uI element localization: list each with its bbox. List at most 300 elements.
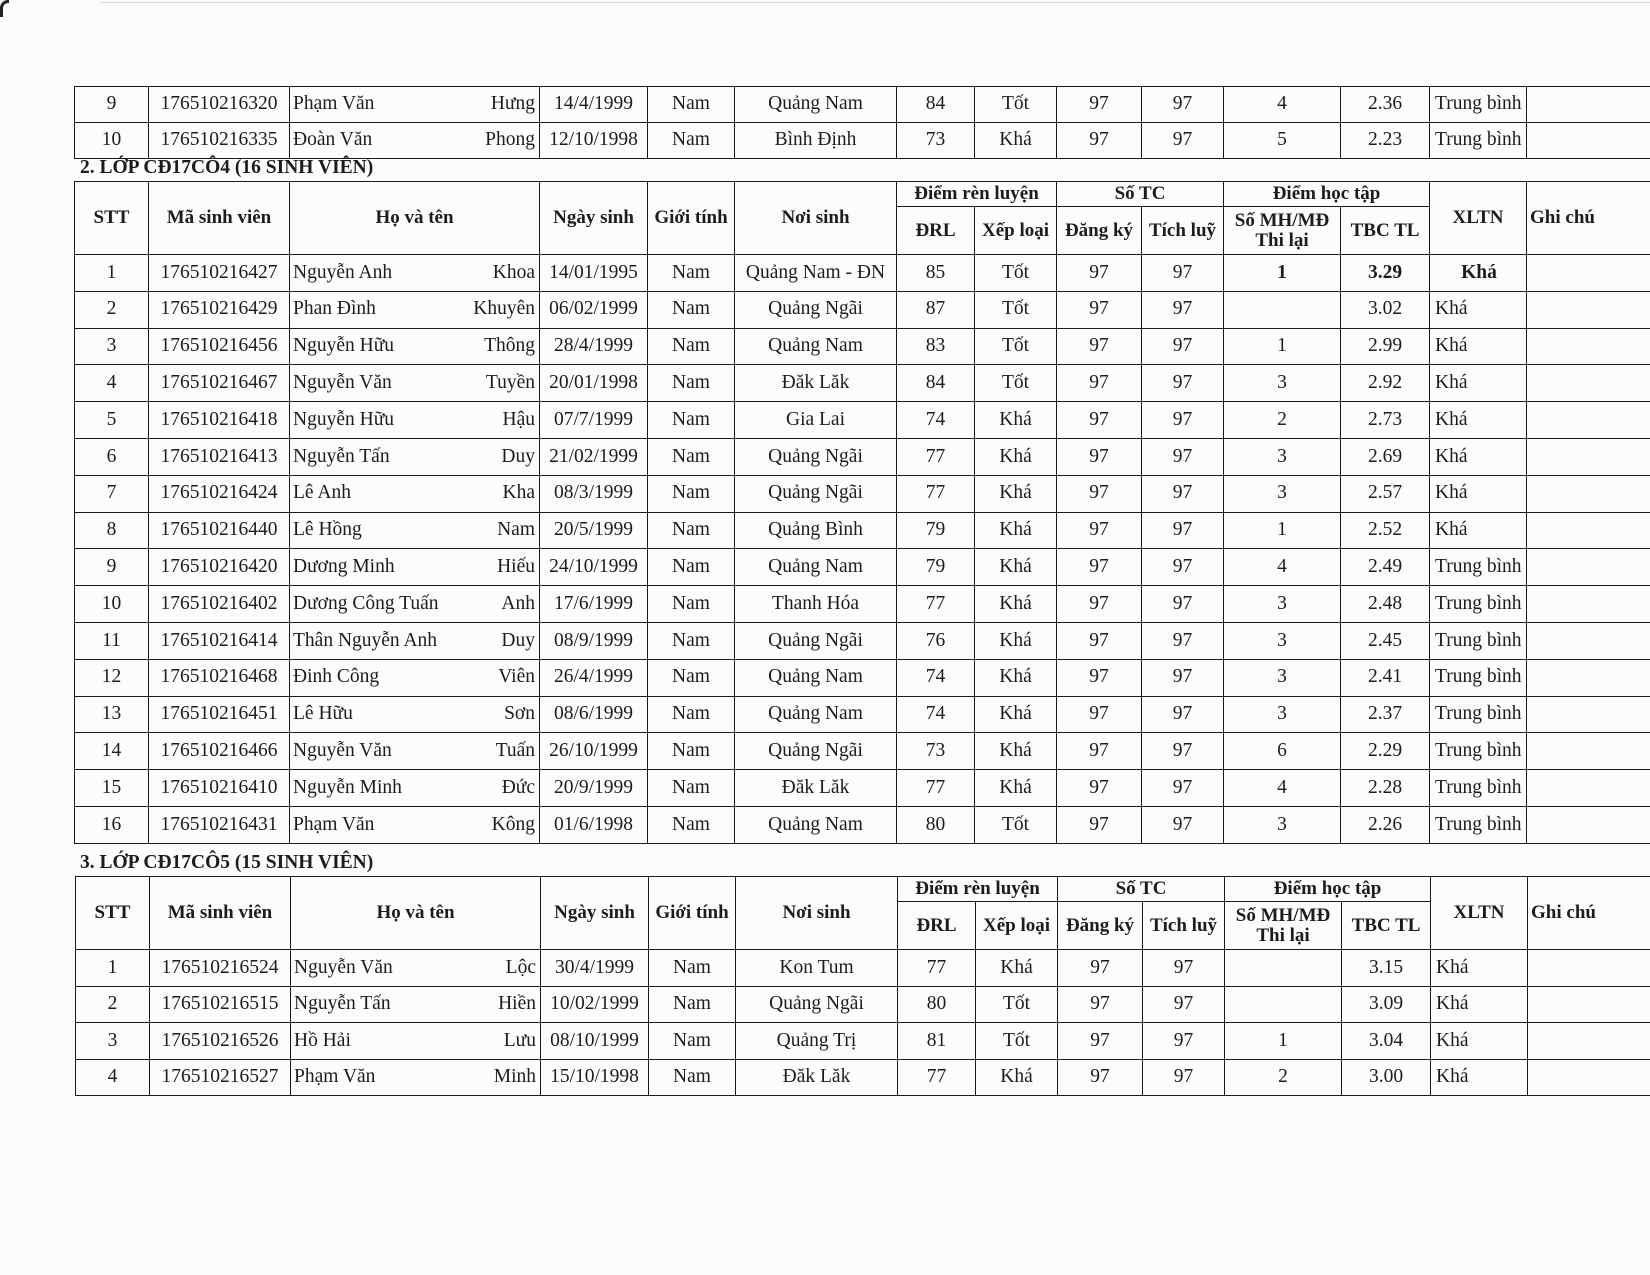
cell-full-name	[290, 549, 540, 586]
table-row	[75, 659, 1650, 696]
cell-graduation-rank: Khá	[1431, 950, 1528, 987]
cell-retake-count: 4	[1224, 87, 1341, 123]
header-diem-hoc-tap: Điểm học tập	[1224, 182, 1430, 207]
header-dang-ky: Đăng ký	[1058, 902, 1143, 950]
cell-drl-score: 85	[897, 255, 975, 292]
cell-given-name: Minh	[493, 1066, 536, 1088]
cell-student-id: 176510216527	[150, 1059, 291, 1096]
header-xep-loai: Xếp loại	[975, 207, 1057, 255]
cell-credits-registered: 97	[1057, 87, 1142, 123]
cell-graduation-rank: Khá	[1430, 291, 1527, 328]
cell-date-of-birth: 08/9/1999	[540, 622, 648, 659]
cell-stt: 1	[75, 255, 149, 292]
cell-birthplace: Quảng Bình	[735, 512, 897, 549]
header-tbc-tl: TBC TL	[1341, 207, 1430, 255]
cell-given-name: Sơn	[504, 703, 535, 725]
table-row	[75, 622, 1650, 659]
cell-stt: 7	[75, 475, 149, 512]
cell-student-id: 176510216466	[149, 733, 290, 770]
cell-credits-registered: 97	[1058, 1059, 1143, 1096]
cell-graduation-rank: Trung bình	[1430, 87, 1527, 123]
cell-retake-count: 2	[1224, 402, 1341, 439]
cell-full-name	[290, 87, 540, 123]
cell-given-name: Khoa	[492, 261, 535, 283]
cell-credits-registered: 97	[1057, 733, 1142, 770]
header-tbc-tl: TBC TL	[1342, 902, 1431, 950]
cell-stt: 4	[75, 365, 149, 402]
class-2-header	[75, 182, 1650, 255]
cell-retake-count	[1225, 950, 1342, 987]
header-diem-ren-luyen: Điểm rèn luyện	[897, 182, 1057, 207]
class-2-title: 2. LỚP CĐ17CÔ4 (16 SINH VIÊN)	[80, 157, 374, 178]
header-so-tc: Số TC	[1057, 182, 1224, 207]
cell-given-name: Khuyên	[473, 298, 535, 320]
cell-date-of-birth: 14/4/1999	[540, 87, 648, 123]
cell-drl-score: 73	[897, 123, 975, 159]
cell-drl-score: 77	[897, 438, 975, 475]
class-1-rows	[75, 87, 1650, 159]
cell-birthplace: Quảng Nam	[735, 696, 897, 733]
cell-gpa: 2.41	[1341, 659, 1430, 696]
header-so-mh-line2: Thi lại	[1256, 924, 1310, 946]
class-2-table	[74, 181, 1650, 844]
cell-conduct-rank: Khá	[975, 512, 1057, 549]
cell-credits-accumulated: 97	[1142, 402, 1224, 439]
cell-date-of-birth: 26/4/1999	[540, 659, 648, 696]
cell-note	[1527, 512, 1650, 549]
cell-credits-accumulated: 97	[1142, 586, 1224, 623]
cell-retake-count: 1	[1224, 512, 1341, 549]
cell-gpa: 2.99	[1341, 328, 1430, 365]
table-row	[75, 696, 1650, 733]
cell-retake-count: 1	[1224, 255, 1341, 292]
cell-gpa: 2.29	[1341, 733, 1430, 770]
cell-credits-registered: 97	[1057, 512, 1142, 549]
cell-given-name: Hiếu	[497, 556, 535, 578]
header-noi-sinh: Nơi sinh	[735, 182, 897, 255]
cell-credits-accumulated: 97	[1142, 87, 1224, 123]
cell-credits-accumulated: 97	[1142, 806, 1224, 843]
cell-date-of-birth: 08/3/1999	[540, 475, 648, 512]
cell-note	[1527, 770, 1650, 807]
cell-note	[1527, 586, 1650, 623]
class-2-rows	[75, 255, 1650, 844]
cell-conduct-rank: Khá	[976, 950, 1058, 987]
cell-drl-score: 74	[897, 659, 975, 696]
cell-graduation-rank: Khá	[1430, 328, 1527, 365]
cell-family-name: Nguyễn Tấn	[293, 445, 390, 467]
header-so-mh-line1: Số MH/MĐ	[1235, 904, 1331, 926]
cell-gpa: 2.48	[1341, 586, 1430, 623]
cell-credits-accumulated: 97	[1142, 255, 1224, 292]
cell-student-id: 176510216418	[149, 402, 290, 439]
table-row	[76, 1023, 1650, 1060]
header-xltn: XLTN	[1430, 182, 1527, 255]
cell-family-name: Dương Công Tuấn	[293, 592, 439, 614]
cell-family-name: Phan Đình	[293, 298, 376, 320]
cell-gender: Nam	[648, 549, 735, 586]
cell-date-of-birth: 26/10/1999	[540, 733, 648, 770]
cell-retake-count: 5	[1224, 123, 1341, 159]
cell-graduation-rank: Trung bình	[1430, 806, 1527, 843]
cell-conduct-rank: Khá	[975, 438, 1057, 475]
header-ma-sinh-vien: Mã sinh viên	[150, 877, 291, 950]
cell-stt: 11	[75, 622, 149, 659]
table-row	[75, 770, 1650, 807]
table-row	[75, 512, 1650, 549]
cell-stt: 12	[75, 659, 149, 696]
cell-gpa: 3.15	[1342, 950, 1431, 987]
cell-credits-registered: 97	[1057, 438, 1142, 475]
cell-credits-accumulated: 97	[1142, 733, 1224, 770]
cell-gpa: 2.52	[1341, 512, 1430, 549]
table-row	[75, 365, 1650, 402]
cell-credits-registered: 97	[1057, 696, 1142, 733]
table-row	[75, 402, 1650, 439]
header-so-mh-thi-lai	[1224, 207, 1341, 255]
cell-stt: 9	[75, 87, 149, 123]
cell-given-name: Anh	[501, 592, 535, 614]
cell-drl-score: 84	[897, 365, 975, 402]
cell-credits-registered: 97	[1057, 475, 1142, 512]
cell-date-of-birth: 14/01/1995	[540, 255, 648, 292]
cell-conduct-rank: Tốt	[975, 291, 1057, 328]
cell-student-id: 176510216320	[149, 87, 290, 123]
cell-retake-count: 4	[1224, 549, 1341, 586]
header-gioi-tinh: Giới tính	[649, 877, 736, 950]
cell-full-name	[290, 255, 540, 292]
cell-family-name: Nguyễn Tấn	[294, 993, 391, 1015]
cell-full-name	[290, 402, 540, 439]
cell-family-name: Nguyễn Hữu	[293, 408, 395, 430]
cell-family-name: Lê Anh	[293, 482, 351, 504]
cell-conduct-rank: Khá	[975, 123, 1057, 159]
cell-birthplace: Quảng Ngãi	[735, 291, 897, 328]
cell-conduct-rank: Tốt	[976, 986, 1058, 1023]
header-drl: ĐRL	[898, 902, 976, 950]
cell-graduation-rank: Trung bình	[1430, 659, 1527, 696]
cell-birthplace: Quảng Ngãi	[735, 438, 897, 475]
header-diem-ren-luyen: Điểm rèn luyện	[898, 877, 1058, 902]
cell-full-name	[290, 770, 540, 807]
cell-full-name	[290, 806, 540, 843]
cell-credits-registered: 97	[1057, 549, 1142, 586]
header-so-mh-thi-lai	[1225, 902, 1342, 950]
cell-birthplace: Đăk Lăk	[735, 770, 897, 807]
table-row	[75, 255, 1650, 292]
cell-conduct-rank: Tốt	[975, 328, 1057, 365]
cell-retake-count: 3	[1224, 696, 1341, 733]
cell-gender: Nam	[648, 365, 735, 402]
cell-gpa: 2.37	[1341, 696, 1430, 733]
cell-credits-registered: 97	[1057, 770, 1142, 807]
cell-graduation-rank: Khá	[1430, 402, 1527, 439]
cell-credits-registered: 97	[1057, 402, 1142, 439]
cell-credits-accumulated: 97	[1143, 1023, 1225, 1060]
cell-credits-accumulated: 97	[1142, 512, 1224, 549]
cell-birthplace: Đăk Lăk	[735, 365, 897, 402]
cell-gender: Nam	[648, 586, 735, 623]
table-row	[75, 475, 1650, 512]
cell-retake-count: 3	[1224, 475, 1341, 512]
header-stt: STT	[76, 877, 150, 950]
cell-full-name	[290, 696, 540, 733]
cell-student-id: 176510216427	[149, 255, 290, 292]
cell-full-name	[291, 1023, 541, 1060]
cell-drl-score: 80	[897, 806, 975, 843]
cell-drl-score: 77	[897, 475, 975, 512]
cell-graduation-rank: Khá	[1430, 512, 1527, 549]
cell-note	[1527, 696, 1650, 733]
cell-student-id: 176510216410	[149, 770, 290, 807]
cell-given-name: Đức	[501, 776, 535, 798]
cell-full-name	[290, 622, 540, 659]
table-row	[75, 87, 1650, 123]
cell-conduct-rank: Khá	[975, 549, 1057, 586]
cell-full-name	[290, 586, 540, 623]
cell-family-name: Dương Minh	[293, 556, 395, 578]
cell-drl-score: 84	[897, 87, 975, 123]
cell-stt: 10	[75, 586, 149, 623]
cell-student-id: 176510216431	[149, 806, 290, 843]
cell-date-of-birth: 21/02/1999	[540, 438, 648, 475]
cell-family-name: Nguyễn Văn	[293, 740, 392, 762]
header-gioi-tinh: Giới tính	[648, 182, 735, 255]
cell-gpa: 2.57	[1341, 475, 1430, 512]
cell-full-name	[290, 475, 540, 512]
cell-credits-accumulated: 97	[1143, 1059, 1225, 1096]
class-3-table	[75, 876, 1650, 1096]
cell-note	[1527, 733, 1650, 770]
cell-conduct-rank: Tốt	[975, 365, 1057, 402]
cell-gender: Nam	[648, 87, 735, 123]
cell-student-id: 176510216451	[149, 696, 290, 733]
cell-date-of-birth: 08/6/1999	[540, 696, 648, 733]
cell-family-name: Đoàn Văn	[293, 129, 373, 151]
cell-credits-accumulated: 97	[1142, 365, 1224, 402]
cell-note	[1527, 365, 1650, 402]
cell-note	[1527, 328, 1650, 365]
cell-full-name	[290, 733, 540, 770]
header-ghi-chu: Ghi chú	[1528, 877, 1650, 950]
cell-retake-count: 3	[1224, 659, 1341, 696]
cell-retake-count: 4	[1224, 770, 1341, 807]
cell-given-name: Hậu	[502, 408, 535, 430]
cell-date-of-birth: 20/9/1999	[540, 770, 648, 807]
cell-full-name	[291, 950, 541, 987]
cell-birthplace: Quảng Nam	[735, 659, 897, 696]
cell-gender: Nam	[648, 512, 735, 549]
cell-graduation-rank: Khá	[1430, 255, 1527, 292]
cell-gender: Nam	[648, 475, 735, 512]
cell-credits-accumulated: 97	[1142, 328, 1224, 365]
cell-given-name: Duy	[501, 445, 535, 467]
cell-credits-accumulated: 97	[1143, 950, 1225, 987]
cell-birthplace: Quảng Nam	[735, 549, 897, 586]
header-ho-ten: Họ và tên	[290, 182, 540, 255]
cell-gpa: 3.09	[1342, 986, 1431, 1023]
cell-retake-count	[1225, 986, 1342, 1023]
cell-retake-count: 3	[1224, 806, 1341, 843]
cell-drl-score: 80	[898, 986, 976, 1023]
cell-gender: Nam	[648, 696, 735, 733]
cell-credits-accumulated: 97	[1142, 549, 1224, 586]
cell-date-of-birth: 08/10/1999	[541, 1023, 649, 1060]
table-row	[76, 1059, 1650, 1096]
table-row	[75, 733, 1650, 770]
cell-conduct-rank: Khá	[976, 1059, 1058, 1096]
cell-drl-score: 73	[897, 733, 975, 770]
cell-stt: 15	[75, 770, 149, 807]
cell-birthplace: Quảng Nam	[735, 87, 897, 123]
header-dang-ky: Đăng ký	[1057, 207, 1142, 255]
cell-note	[1527, 806, 1650, 843]
cell-student-id: 176510216440	[149, 512, 290, 549]
cell-credits-registered: 97	[1057, 365, 1142, 402]
cell-full-name	[291, 1059, 541, 1096]
cell-credits-registered: 97	[1057, 659, 1142, 696]
cell-given-name: Phong	[485, 129, 535, 151]
cell-date-of-birth: 06/02/1999	[540, 291, 648, 328]
header-so-mh-line1: Số MH/MĐ	[1234, 209, 1330, 231]
header-stt: STT	[75, 182, 149, 255]
cell-note	[1528, 950, 1650, 987]
header-ma-sinh-vien: Mã sinh viên	[149, 182, 290, 255]
cell-given-name: Lưu	[503, 1029, 536, 1051]
table-row	[75, 328, 1650, 365]
cell-date-of-birth: 20/01/1998	[540, 365, 648, 402]
cell-credits-registered: 97	[1057, 586, 1142, 623]
cell-graduation-rank: Trung bình	[1430, 586, 1527, 623]
cell-conduct-rank: Khá	[975, 402, 1057, 439]
cell-gender: Nam	[649, 1023, 736, 1060]
cell-stt: 16	[75, 806, 149, 843]
cell-gpa: 2.49	[1341, 549, 1430, 586]
cell-graduation-rank: Trung bình	[1430, 733, 1527, 770]
cell-date-of-birth: 30/4/1999	[541, 950, 649, 987]
cell-birthplace: Thanh Hóa	[735, 586, 897, 623]
cell-full-name	[290, 291, 540, 328]
cell-stt: 10	[75, 123, 149, 159]
header-ngay-sinh: Ngày sinh	[541, 877, 649, 950]
cell-retake-count: 1	[1224, 328, 1341, 365]
cell-date-of-birth: 07/7/1999	[540, 402, 648, 439]
cell-full-name	[290, 438, 540, 475]
cell-graduation-rank: Trung bình	[1430, 770, 1527, 807]
cell-stt: 14	[75, 733, 149, 770]
cell-given-name: Hiền	[498, 993, 536, 1015]
cell-given-name: Viên	[498, 666, 535, 688]
cell-birthplace: Quảng Ngãi	[736, 986, 898, 1023]
cell-graduation-rank: Khá	[1430, 365, 1527, 402]
cell-family-name: Đinh Công	[293, 666, 380, 688]
cell-drl-score: 76	[897, 622, 975, 659]
table-row	[75, 586, 1650, 623]
header-so-mh-line2: Thi lại	[1255, 229, 1309, 251]
cell-student-id: 176510216413	[149, 438, 290, 475]
cell-retake-count: 3	[1224, 622, 1341, 659]
cell-birthplace: Quảng Nam	[735, 328, 897, 365]
class-3-title: 3. LỚP CĐ17CÔ5 (15 SINH VIÊN)	[80, 852, 374, 873]
cell-note	[1527, 622, 1650, 659]
cell-note	[1527, 549, 1650, 586]
cell-drl-score: 83	[897, 328, 975, 365]
header-ghi-chu: Ghi chú	[1527, 182, 1650, 255]
cell-given-name: Hưng	[490, 93, 535, 115]
cell-credits-accumulated: 97	[1142, 659, 1224, 696]
cell-credits-registered: 97	[1057, 622, 1142, 659]
cell-birthplace: Đăk Lăk	[736, 1059, 898, 1096]
cell-conduct-rank: Khá	[975, 622, 1057, 659]
cell-birthplace: Kon Tum	[736, 950, 898, 987]
cell-credits-registered: 97	[1058, 1023, 1143, 1060]
cell-graduation-rank: Khá	[1431, 1059, 1528, 1096]
cell-gpa: 2.69	[1341, 438, 1430, 475]
cell-gender: Nam	[649, 950, 736, 987]
cell-credits-registered: 97	[1058, 950, 1143, 987]
header-drl: ĐRL	[897, 207, 975, 255]
cell-family-name: Nguyễn Văn	[293, 372, 392, 394]
cell-date-of-birth: 20/5/1999	[540, 512, 648, 549]
cell-family-name: Nguyễn Văn	[294, 956, 393, 978]
cell-student-id: 176510216429	[149, 291, 290, 328]
cell-given-name: Duy	[501, 629, 535, 651]
cell-family-name: Nguyễn Hữu	[293, 335, 395, 357]
cell-full-name	[290, 512, 540, 549]
cell-note	[1528, 986, 1650, 1023]
cell-drl-score: 77	[897, 770, 975, 807]
cell-date-of-birth: 17/6/1999	[540, 586, 648, 623]
cell-full-name	[290, 123, 540, 159]
header-noi-sinh: Nơi sinh	[736, 877, 898, 950]
cell-conduct-rank: Khá	[975, 475, 1057, 512]
cell-stt: 9	[75, 549, 149, 586]
cell-gpa: 3.04	[1342, 1023, 1431, 1060]
cell-gpa: 2.23	[1341, 123, 1430, 159]
cell-note	[1527, 659, 1650, 696]
cell-note	[1528, 1023, 1650, 1060]
cell-note	[1527, 87, 1650, 123]
cell-given-name: Thông	[484, 335, 535, 357]
cell-student-id: 176510216414	[149, 622, 290, 659]
cell-drl-score: 79	[897, 512, 975, 549]
cell-stt: 4	[76, 1059, 150, 1096]
class-3-header	[76, 877, 1650, 950]
cell-conduct-rank: Khá	[975, 733, 1057, 770]
cell-drl-score: 81	[898, 1023, 976, 1060]
cell-credits-accumulated: 97	[1142, 696, 1224, 733]
cell-graduation-rank: Khá	[1431, 1023, 1528, 1060]
cell-credits-registered: 97	[1057, 291, 1142, 328]
cell-student-id: 176510216468	[149, 659, 290, 696]
cell-note	[1527, 402, 1650, 439]
table-row	[75, 549, 1650, 586]
cell-family-name: Nguyễn Minh	[293, 776, 402, 798]
cell-gender: Nam	[648, 438, 735, 475]
cell-graduation-rank: Khá	[1430, 438, 1527, 475]
cell-conduct-rank: Tốt	[975, 87, 1057, 123]
cell-stt: 2	[76, 986, 150, 1023]
cell-credits-registered: 97	[1057, 255, 1142, 292]
cell-credits-registered: 97	[1057, 123, 1142, 159]
cell-note	[1528, 1059, 1650, 1096]
cell-birthplace: Bình Định	[735, 123, 897, 159]
cell-stt: 5	[75, 402, 149, 439]
table-row	[76, 950, 1650, 987]
cell-stt: 3	[75, 328, 149, 365]
cell-gender: Nam	[648, 770, 735, 807]
cell-credits-accumulated: 97	[1142, 291, 1224, 328]
